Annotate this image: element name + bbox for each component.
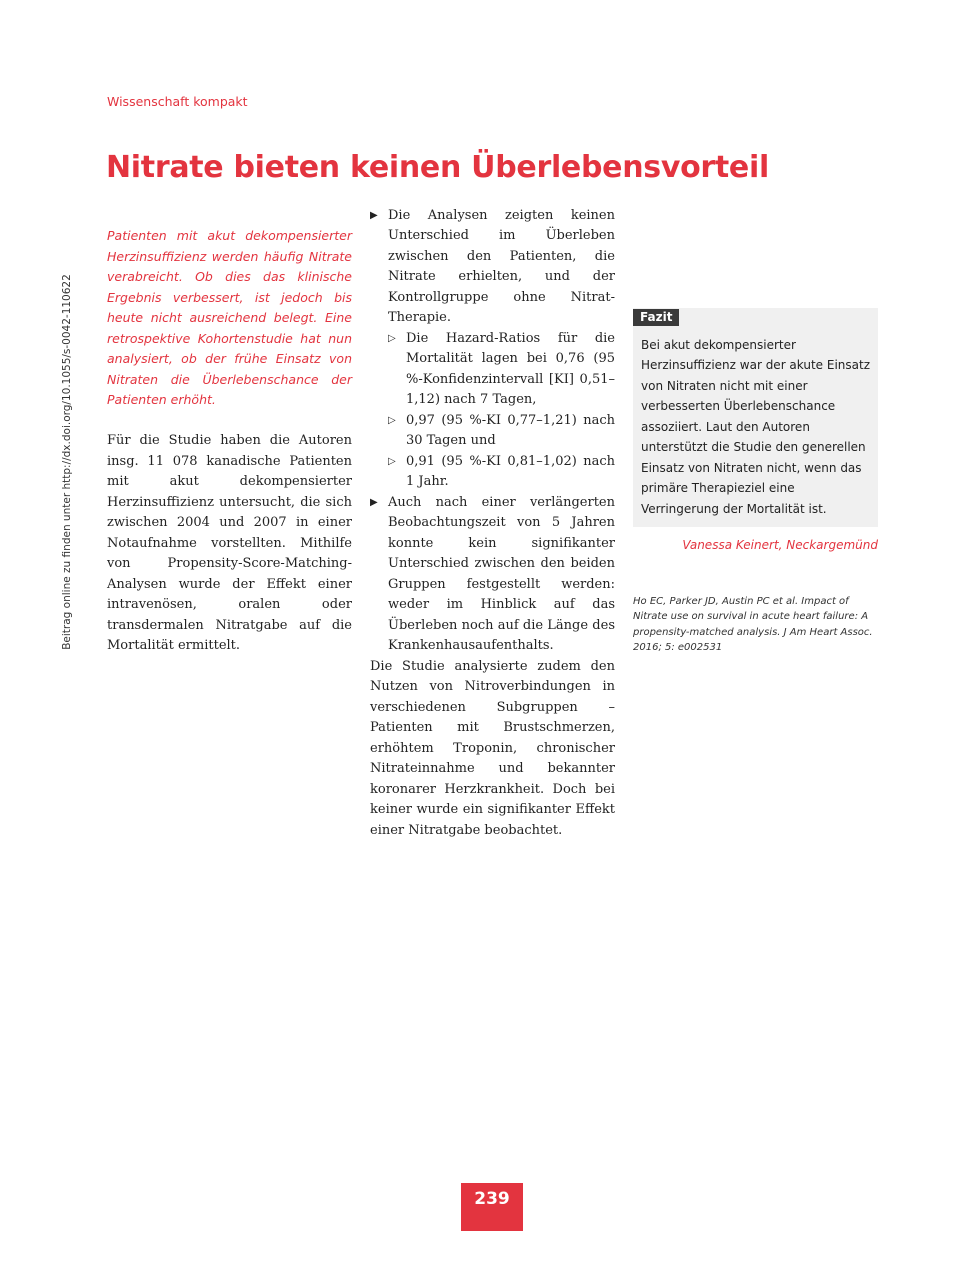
sub-bullet-arrow-icon: ▷ [388,332,396,344]
fazit-label: Fazit [633,309,679,326]
author-line: Vanessa Keinert, Neckargemünd [682,538,878,552]
bullet-text: Auch nach einer verlängerten Beobachtungszeit von 5 Jahren konnte kein signifikanter Unterschied zwischen den beiden Gruppen festgestellt werden: weder im Hinblick auf das Überleben noch auf die Länge des Krankenhausaufenthalts. [388,494,615,653]
article-title: Nitrate bieten keinen Überlebensvorteil [106,150,769,185]
body-paragraph-1: Für die Studie haben die Autoren insg. 11 078 kanadische Patienten mit akut dekompensierter Herzinsuffizienz untersucht, die sich zwischen 2004 und 2007 in einer Notaufnahme vorstellten. Mithilfe von Propensity-Score-Matching-Analysen wurde der Effekt einer intravenösen, oralen oder transdermalen Nitratgabe auf die Mortalität ermittelt. [107,433,352,653]
sub-bullet-arrow-icon: ▷ [388,414,396,426]
section-label: Wissenschaft kompakt [107,94,248,109]
sub-bullet-item [370,452,615,493]
sub-bullet-item [370,411,615,452]
bullet-text: Die Analysen zeigten keinen Unterschied im Überleben zwischen den Patienten, die Nitrate erhielten, und der Kontrollgruppe ohne Nitrat-Therapie. [388,207,615,325]
fazit-box [633,308,878,527]
bullet-item-2 [370,493,615,657]
body-paragraph-2: Die Studie analysierte zudem den Nutzen von Nitroverbindungen in verschiedenen Subgruppen – Patienten mit Brustschmerzen, erhöhtem Troponin, chronischer Nitrateinnahme und bekannter koronarer Herzkrankheit. Doch bei keiner wurde ein signifikanter Effekt einer Nitratgabe beobachtet. [370,658,615,838]
column-2 [370,207,615,841]
bullet-arrow-icon: ▶ [370,209,378,221]
page-number: 239 [461,1183,523,1231]
fazit-text: Bei akut dekompensierter Herzinsuffizienz war der akute Einsatz von Nitraten nicht mit einer verbesserten Überlebenschance assoziiert. Laut den Autoren unterstützt die Studie den generellen Einsatz von Nitraten nicht, wenn das primäre Therapieziel eine Verringerung der Mortalität ist. [641,337,871,516]
sub-bullet-text: 0,97 (95 %-KI 0,77–1,21) nach 30 Tagen und [406,412,615,448]
article-lead: Patienten mit akut dekompensierter Herzinsuffizienz werden häufig Nitrate verabreicht. Ob dies das klinische Ergebnis verbessert, ist jedoch bis heute nicht ausreichend belegt. Eine retrospektive Kohortenstudie hat nun analysiert, ob der frühe Einsatz von Nitraten die Überlebenschance der Patienten erhöht. [107,228,352,407]
sub-bullet-text: Die Hazard-Ratios für die Mortalität lagen bei 0,76 (95 %-Konfidenzintervall [KI] 0,51–1,12) nach 7 Tagen, [406,330,615,407]
sub-bullet-item [370,329,615,411]
sub-bullet-text: 0,91 (95 %-KI 0,81–1,02) nach 1 Jahr. [406,453,615,489]
column-1 [107,226,352,657]
column-3 [633,226,878,656]
reference: Ho EC, Parker JD, Austin PC et al. Impact of Nitrate use on survival in acute heart failure: A propensity-matched analysis. J Am Heart Assoc. 2016; 5: e002531 [633,595,873,653]
doi-side-note: Beitrag online zu finden unter http://dx.doi.org/10.1055/s-0042-110622 [61,274,73,650]
sub-bullet-arrow-icon: ▷ [388,455,396,467]
bullet-item-1 [370,206,615,329]
bullet-arrow-icon: ▶ [370,496,378,508]
